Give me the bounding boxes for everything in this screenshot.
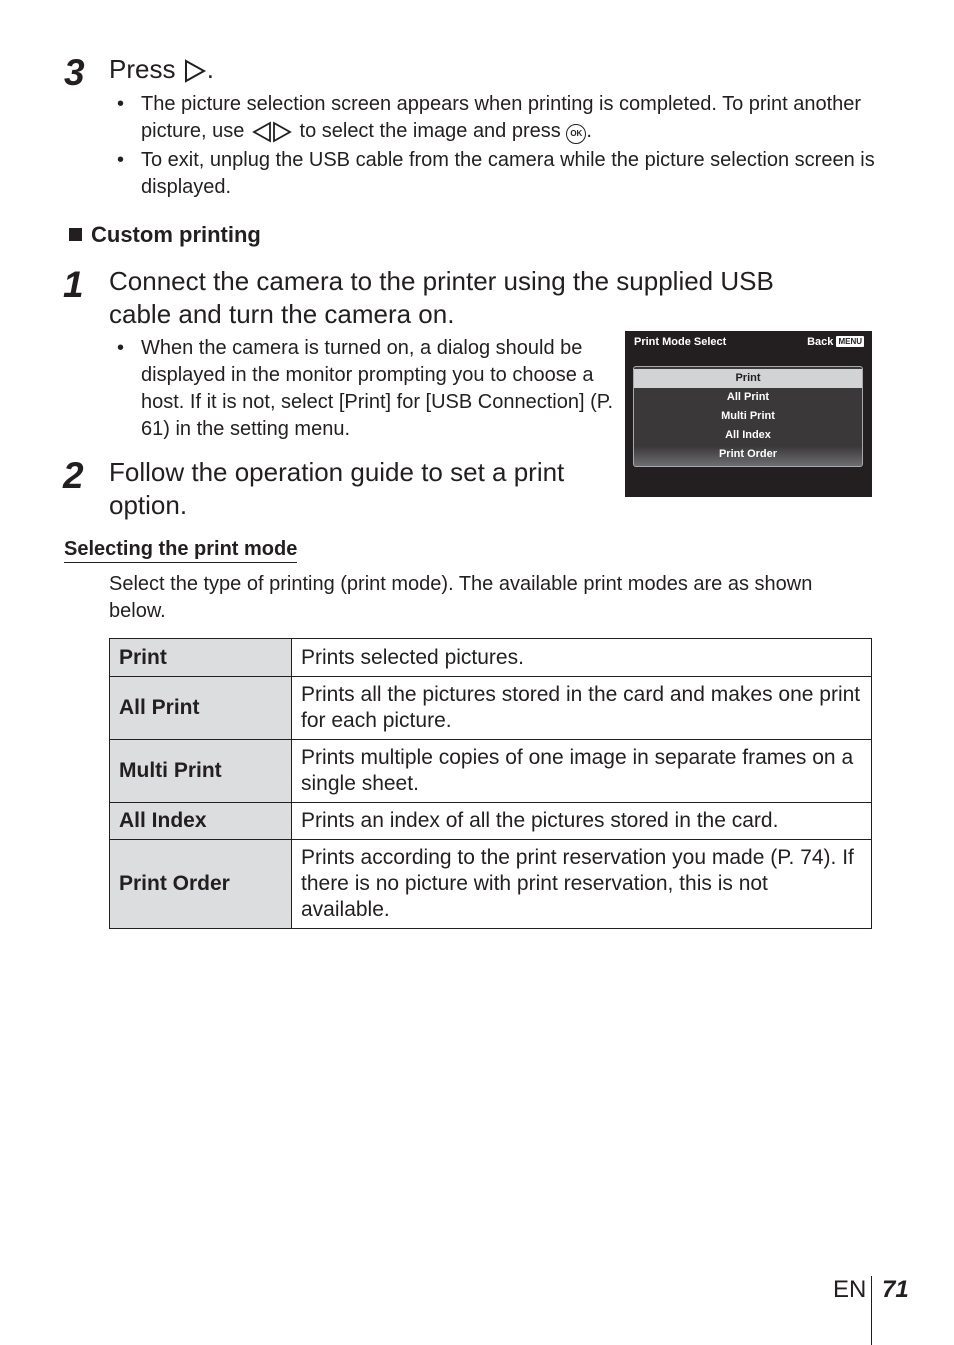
right-triangle-icon xyxy=(183,58,207,84)
mode-name: Print Order xyxy=(110,840,292,929)
ok-button-icon: OK xyxy=(566,124,586,144)
left-right-triangle-icon xyxy=(250,121,294,143)
camera-screen-print-mode-select xyxy=(625,331,872,497)
print-mode-menu xyxy=(633,366,863,467)
table-row xyxy=(110,840,872,929)
menu-item-print: Print xyxy=(634,369,862,388)
table-row xyxy=(110,677,872,740)
step-1-text: Connect the camera to the printer using the supplied USB cable and turn the camera on. xyxy=(109,266,774,329)
step-3-text xyxy=(109,53,214,86)
print-mode-intro: Select the type of printing (print mode). The available print modes are as shown below. xyxy=(109,573,813,622)
bullet-1-post: . xyxy=(586,120,592,142)
screen-back xyxy=(807,336,864,348)
screen-title: Print Mode Select xyxy=(634,336,727,348)
footer-language: EN xyxy=(833,1276,867,1303)
menu-item-multi-print: Multi Print xyxy=(721,410,775,422)
step-1-number: 1 xyxy=(63,264,84,305)
bullet-1-mid: to select the image and press xyxy=(293,120,567,142)
page-number: 71 xyxy=(882,1276,909,1303)
menu-item-all-print: All Print xyxy=(726,391,770,403)
table-row xyxy=(110,803,872,840)
step-1-bullet xyxy=(117,335,616,443)
print-mode-heading: Selecting the print mode xyxy=(64,538,297,563)
menu-button-icon: MENU xyxy=(838,337,862,346)
mode-description: Prints an index of all the pictures stored in the card. xyxy=(292,803,872,840)
bullet-1-pre: The picture selection screen appears when printing is completed. To print another picture, use xyxy=(141,93,862,142)
step-3-bullet-1 xyxy=(117,91,881,145)
menu-item-all-index: All Index xyxy=(725,429,771,441)
mode-description: Prints all the pictures stored in the card and makes one print for each picture. xyxy=(292,677,872,740)
bullet-dot: • xyxy=(117,93,125,115)
mode-name: All Index xyxy=(110,803,292,840)
mode-name: Multi Print xyxy=(110,740,292,803)
step-2-number: 2 xyxy=(63,455,84,496)
table-row xyxy=(110,639,872,677)
bullet-dot: • xyxy=(117,337,125,359)
mode-description: Prints multiple copies of one image in separate frames on a single sheet. xyxy=(292,740,872,803)
bullet-dot: • xyxy=(117,149,125,171)
print-mode-table xyxy=(109,638,872,929)
step-1-bullet-text: When the camera is turned on, a dialog should be displayed in the monitor prompting you to choose a host. If it is not, select [Print] for [USB Connection] (P. 61) in the setting menu. xyxy=(141,337,614,440)
custom-printing-label: Custom printing xyxy=(91,222,261,247)
step-2-text: Follow the operation guide to set a print option. xyxy=(109,457,565,520)
step-3-number: 3 xyxy=(64,52,85,93)
mode-name: All Print xyxy=(110,677,292,740)
step-3-label: Press xyxy=(109,54,183,84)
mode-description: Prints according to the print reservation you made (P. 74). If there is no picture with print reservation, this is not available. xyxy=(292,840,872,929)
custom-printing-heading xyxy=(69,222,261,248)
mode-description: Prints selected pictures. xyxy=(292,639,872,677)
step-3-bullet-2 xyxy=(117,147,881,201)
footer-divider xyxy=(871,1276,872,1345)
table-row xyxy=(110,740,872,803)
bullet-2-text: To exit, unplug the USB cable from the camera while the picture selection screen is displayed. xyxy=(141,149,875,198)
square-bullet-icon xyxy=(69,228,82,241)
screen-back-label: Back xyxy=(807,336,834,348)
step-3-period: . xyxy=(206,54,214,84)
menu-item-print-order: Print Order xyxy=(718,448,778,460)
mode-name: Print xyxy=(110,639,292,677)
